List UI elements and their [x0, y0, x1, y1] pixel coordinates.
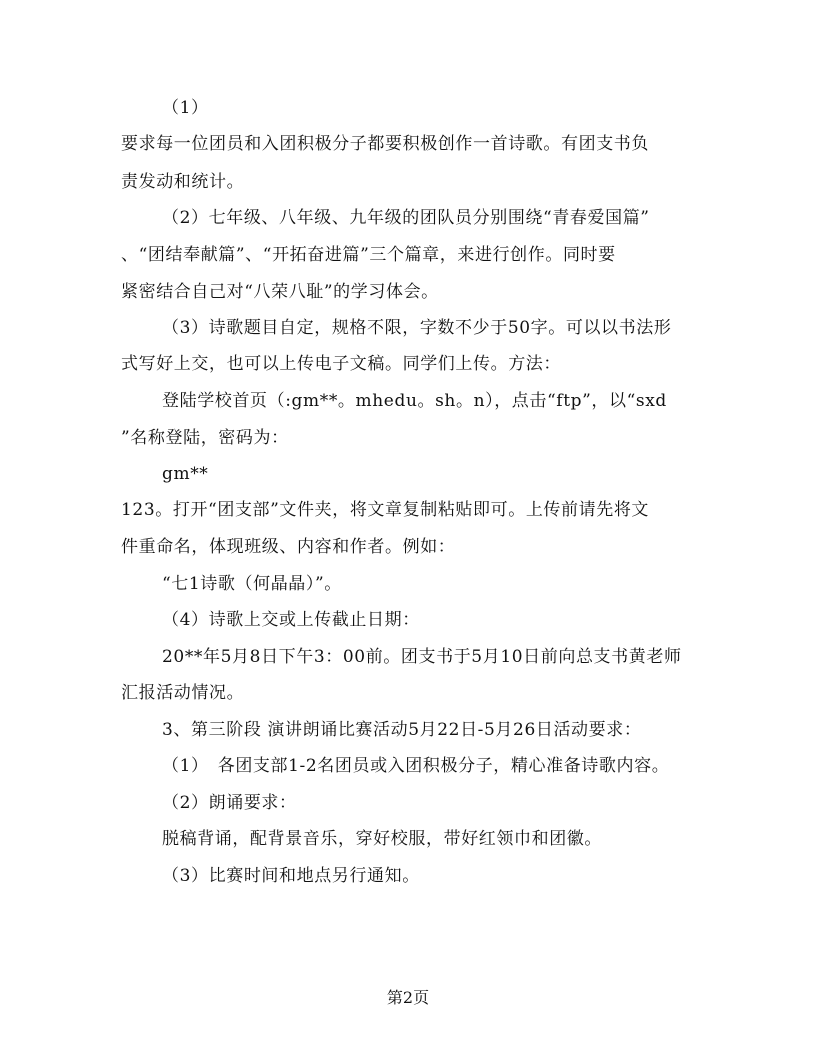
paragraph-line: 汇报活动情况。 [121, 683, 245, 703]
paragraph-line: 紧密结合自己对“八荣八耻”的学习体会。 [121, 282, 439, 302]
paragraph-line: （1） 各团支部1-2名团员或入团积极分子，精心准备诗歌内容。 [162, 756, 670, 776]
paragraph-line: 件重命名，体现班级、内容和作者。例如： [121, 537, 456, 557]
paragraph-line: 登陆学校首页（:gm**。mhedu。sh。n），点击“ftp”，以“sxd [162, 391, 667, 411]
paragraph-line: （2）七年级、八年级、九年级的团队员分别围绕“青春爱国篇” [162, 208, 650, 228]
paragraph-line: 3、第三阶段 演讲朗诵比赛活动5月22日-5月26日活动要求： [162, 720, 642, 740]
paragraph-line: （3）诗歌题目自定，规格不限，字数不少于50字。可以以书法形 [162, 318, 672, 338]
page-number: 第2页 [386, 988, 430, 1007]
paragraph-line: gm** [162, 464, 209, 484]
paragraph-line: 、“团结奉献篇”、“开拓奋进篇”三个篇章，来进行创作。同时要 [121, 245, 616, 265]
paragraph-line: 20**年5月8日下午3：00前。团支书于5月10日前向总支书黄老师 [162, 647, 682, 667]
paragraph-line: （4）诗歌上交或上传截止日期： [162, 610, 420, 630]
paragraph-line: （3）比赛时间和地点另行通知。 [162, 866, 420, 886]
paragraph-line: （2）朗诵要求： [162, 793, 297, 813]
paragraph-line: 式写好上交，也可以上传电子文稿。同学们上传。方法： [121, 354, 561, 374]
paragraph-line: ”名称登陆，密码为： [121, 428, 289, 448]
paragraph-line: （1） [162, 98, 209, 118]
paragraph-line: 要求每一位团员和入团积极分子都要积极创作一首诗歌。有团支书负 [121, 134, 649, 154]
paragraph-line: 123。打开“团支部”文件夹，将文章复制粘贴即可。上传前请先将文 [121, 500, 650, 520]
paragraph-line: 脱稿背诵，配背景音乐，穿好校服，带好红领巾和团徽。 [162, 829, 602, 849]
paragraph-line: “七1诗歌（何晶晶）”。 [162, 574, 342, 594]
paragraph-line: 责发动和统计。 [121, 172, 245, 192]
